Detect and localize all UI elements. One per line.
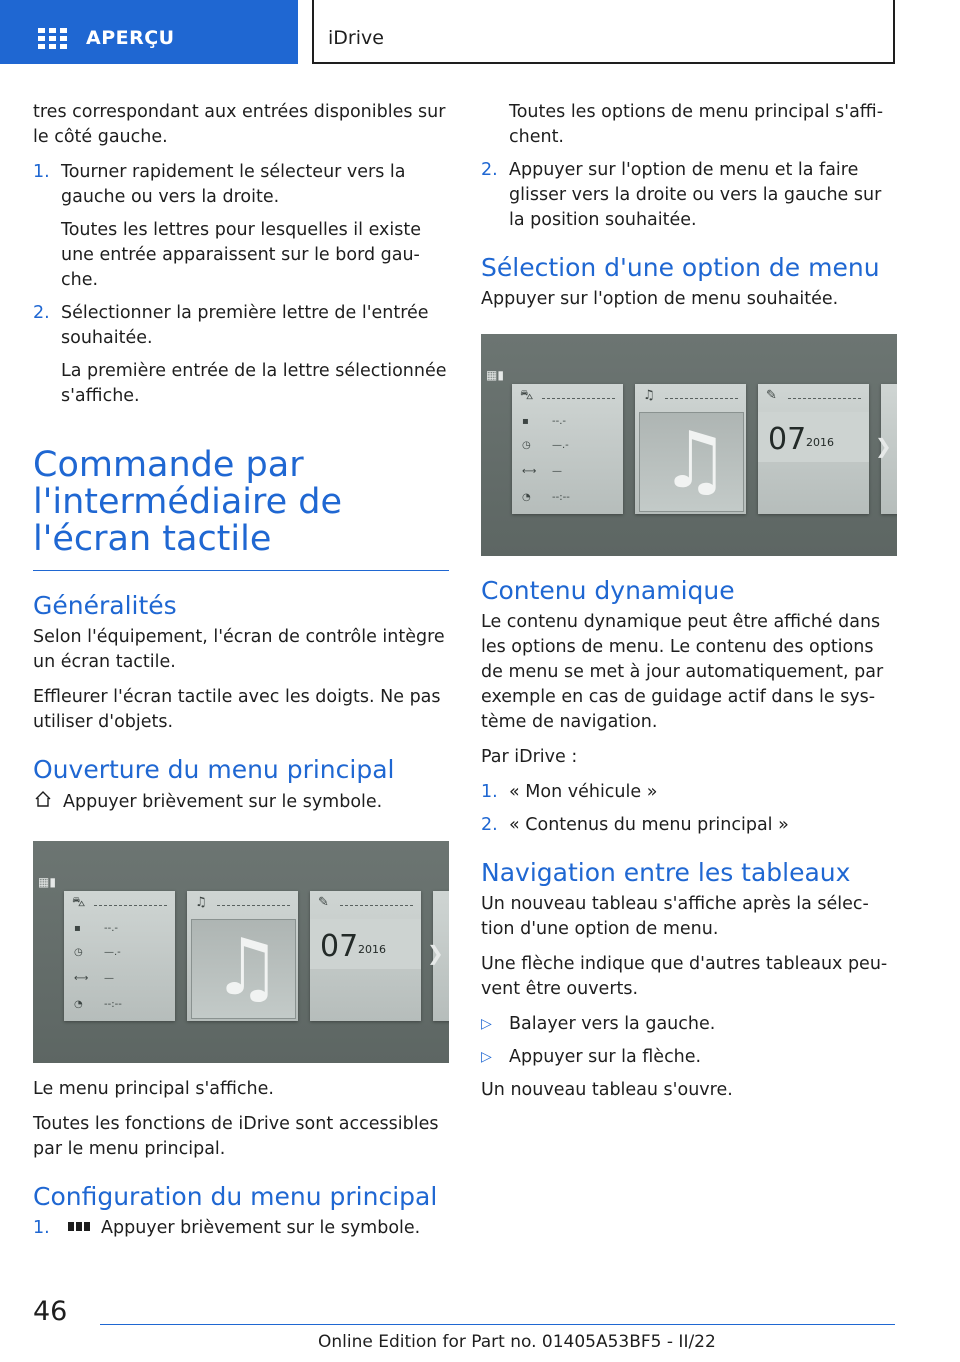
menu-config-icon: [67, 1219, 91, 1235]
chevron-right-icon: ❯: [427, 941, 444, 965]
gauge-icon: ◷ —.-: [74, 947, 121, 958]
navigation-bullet-2: ▷ Appuyer sur la flèche.: [481, 1045, 897, 1070]
config-step-1: 1. Appuyer brièvement sur le symbole.: [33, 1218, 421, 1238]
page-number: 46: [33, 1296, 68, 1327]
date-day: 07: [768, 422, 807, 457]
navigation-tile: [310, 891, 421, 1021]
heading-generalites: Généralités: [33, 591, 177, 620]
heading-navigation: Navigation entre les tableaux: [481, 858, 851, 887]
gauge-icon: ◷ —.-: [522, 440, 569, 451]
intro-text: tres correspondant aux entrées disponibles sur le côté gauche.: [33, 102, 446, 147]
vehicle-tile: [512, 384, 623, 514]
triangle-bullet-icon: ▷: [481, 1049, 492, 1065]
grid-menu-icon: [38, 28, 68, 50]
dynamique-item-2: 2. « Contenus du menu principal »: [481, 815, 789, 835]
chapter-heading: Commande par l'intermédiaire de l'écran tactile: [33, 447, 449, 571]
music-note-small-icon: ♫: [195, 895, 207, 910]
footer-divider: [100, 1324, 895, 1325]
date-day: 07: [320, 929, 359, 964]
heading-ouverture: Ouverture du menu principal: [33, 755, 395, 784]
chevron-right-icon: ❯: [875, 434, 892, 458]
right-column: [481, 100, 897, 1113]
phone-icon: ✎: [766, 388, 777, 403]
music-note-icon: ♫: [212, 923, 282, 1013]
generalites-p1: Selon l'équipement, l'écran de contrôle intègre un écran tactile.: [33, 627, 445, 672]
step-1: 1. Tourner rapidement le sélecteur vers la gauche ou vers la droite.: [33, 162, 406, 207]
home-icon: [33, 789, 53, 809]
heading-selection: Sélection d'une option de menu: [481, 253, 880, 282]
edition-text: Online Edition for Part no. 01405A53BF5 - II/22: [318, 1332, 716, 1352]
clock-icon: ◔ --:--: [522, 492, 570, 503]
step-1-result: Toutes les lettres pour lesquelles il existe une entrée apparaissent sur le bord gau‐che.: [61, 220, 421, 290]
step-2: 2. Sélectionner la première lettre de l'entrée souhaitée.: [33, 303, 429, 348]
date-year: 2016: [358, 943, 386, 956]
triangle-bullet-icon: ▷: [481, 1016, 492, 1032]
range-icon: ⟷ —: [522, 466, 562, 477]
menu-option-screenshot: [481, 334, 897, 556]
range-icon: ⟷ —: [74, 973, 114, 984]
dynamique-p2: Par iDrive :: [481, 747, 578, 767]
main-menu-screenshot: [33, 841, 449, 1063]
config-step-2: 2. Appuyer sur l'option de menu et la faire glisser vers la droite ou vers la gauche sur la position souhaitée.: [481, 160, 882, 230]
navigation-p2: Une flèche indique que d'autres tableaux peu‐vent être ouverts.: [481, 954, 888, 999]
ouverture-after1: Le menu principal s'affiche.: [33, 1079, 274, 1099]
dynamique-p1: Le contenu dynamique peut être affiché dans les options de menu. Le contenu des options de menu se met à jour automatiquement, par exemple en cas de guidage actif dans le sys‐tème de navigation.: [481, 612, 884, 732]
dynamique-item-1: 1. « Mon véhicule »: [481, 782, 658, 802]
ouverture-after2: Toutes les fonctions de iDrive sont accessibles par le menu principal.: [33, 1114, 439, 1159]
generalites-p2: Effleurer l'écran tactile avec les doigts. Ne pas utiliser d'objets.: [33, 687, 441, 732]
left-column: [33, 100, 449, 1249]
clock-icon: ◔ --:--: [74, 999, 122, 1010]
vehicle-tile: [64, 891, 175, 1021]
chapter-label: iDrive: [328, 27, 384, 49]
navigation-tile: [758, 384, 869, 514]
navigation-p3: Un nouveau tableau s'ouvre.: [481, 1080, 733, 1100]
menu-config-icon: ▦▮: [38, 875, 56, 889]
selection-p1: Appuyer sur l'option de menu souhaitée.: [481, 289, 839, 309]
step-2-result: La première entrée de la lettre sélectionnée s'affiche.: [61, 361, 447, 406]
car-icon: ⛍: [520, 388, 534, 403]
fuel-icon: ▪ --.-: [522, 416, 567, 427]
car-icon: ⛍: [72, 895, 86, 910]
ouverture-p1: Appuyer brièvement sur le symbole.: [33, 789, 449, 815]
date-year: 2016: [806, 436, 834, 449]
section-tab: [0, 0, 298, 64]
heading-dynamique: Contenu dynamique: [481, 576, 735, 605]
media-tile: [635, 384, 746, 514]
navigation-bullet-1: ▷ Balayer vers la gauche.: [481, 1012, 897, 1037]
navigation-p1: Un nouveau tableau s'affiche après la sélec‐tion d'une option de menu.: [481, 894, 869, 939]
media-tile: [187, 891, 298, 1021]
heading-configuration: Configuration du menu principal: [33, 1182, 438, 1211]
music-note-small-icon: ♫: [643, 388, 655, 403]
menu-config-icon: ▦▮: [486, 368, 504, 382]
config-step-1-result: Toutes les options de menu principal s'affi‐chent.: [509, 102, 884, 147]
music-note-icon: ♫: [660, 416, 730, 506]
section-label: APERÇU: [86, 27, 175, 49]
fuel-icon: ▪ --.-: [74, 923, 119, 934]
chapter-header: [312, 0, 895, 64]
phone-icon: ✎: [318, 895, 329, 910]
